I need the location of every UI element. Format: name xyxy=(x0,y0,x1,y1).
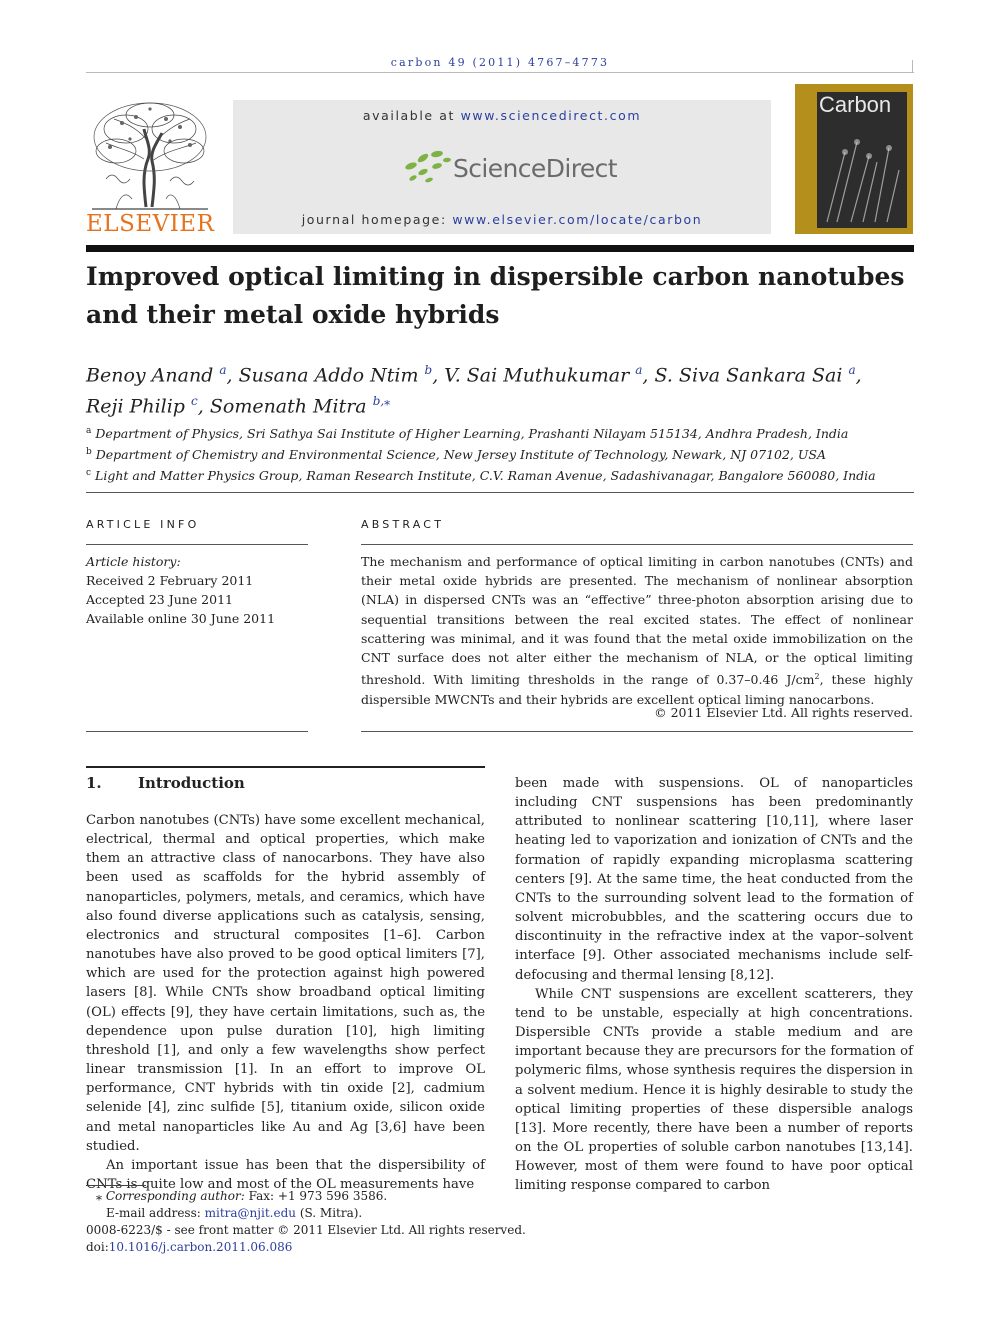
corresponding-author-note xyxy=(86,1188,606,1205)
abstract-bottom-rule xyxy=(361,731,913,732)
corresponding-fax: Fax: +1 973 596 3586. xyxy=(248,1189,388,1203)
section-title: Introduction xyxy=(138,774,245,792)
paragraph: Carbon nanotubes (CNTs) have some excellent mechanical, electrical, thermal and optical properties, which make them an attractive class of nanocarbons. They have also been used as scaffolds for the hybrid assembly of nanoparticles, polymers, metals, and ceramics, which have also found diverse applications such as catalysis, sensing, electronics and structural composites [1–6]. Carbon nanotubes have also proved to be good optical limiters [7], which are used for the protection against high powered lasers [8]. While CNTs show broadband optical limiting (OL) effects [9], they have certain limitations, such as, the dependence upon pulse duration [10], high limiting threshold [1], and only a few wavelengths show perfect linear transmission [1]. In an effort to improve OL performance, CNT hybrids with tin oxide [2], cadmium selenide [4], zinc sulfide [5], titanium oxide, silicon oxide and metal nanoparticles like Au and Ag [3,6] have been studied. xyxy=(86,813,485,1154)
doi-line xyxy=(86,1239,606,1256)
accepted-date: Accepted 23 June 2011 xyxy=(86,592,233,607)
issn-line: 0008-6223/$ - see front matter © 2011 Elsevier Ltd. All rights reserved. xyxy=(86,1223,526,1237)
author-name: Susana Addo Ntim xyxy=(238,364,419,387)
author-name: Reji Philip xyxy=(86,395,185,418)
doi-link[interactable]: 10.1016/j.carbon.2011.06.086 xyxy=(108,1240,293,1254)
author-affiliation-mark[interactable]: a xyxy=(219,363,227,377)
email-suffix: (S. Mitra). xyxy=(299,1206,363,1220)
paragraph: An important issue has been that the dispersibility of CNTs is quite low and most of the OL measurements have xyxy=(86,1157,485,1192)
elsevier-wordmark: ELSEVIER xyxy=(86,211,215,237)
received-date: Received 2 February 2011 xyxy=(86,573,254,588)
journal-homepage-link[interactable]: www.elsevier.com/locate/carbon xyxy=(452,212,703,227)
email-label: E-mail address: xyxy=(106,1206,201,1220)
affiliation-text: Light and Matter Physics Group, Raman Research Institute, C.V. Raman Avenue, Sadashivanagar, Bangalore 560080, India xyxy=(95,468,876,484)
right-column xyxy=(515,774,913,1195)
author-affiliation-mark[interactable]: b,⁎ xyxy=(372,394,391,409)
affiliation-label: a xyxy=(86,426,92,436)
email-note xyxy=(86,1205,606,1222)
abstract-body: The mechanism and performance of optical limiting in carbon nanotubes (CNTs) and their metal oxide hybrids are presented. The mechanism of nonlinear absorption (NLA) in dispersed CNTs was an “effective” three-photon absorption arising due to sequential transitions between the real excited states. The effect of nonlinear scattering was minimal, and it was found that the metal oxide immobilization on the CNT surface does not alter either the mechanism of NLA, or the optical limiting threshold. With limiting thresholds in the range of 0.37–0.46 J/cm xyxy=(361,554,913,688)
online-date: Available online 30 June 2011 xyxy=(86,611,276,626)
available-at-label: available at xyxy=(362,108,456,123)
abstract-text xyxy=(361,552,913,709)
abstract-heading: ABSTRACT xyxy=(361,518,445,531)
abstract-superscript: 2 xyxy=(814,672,820,682)
header-rule xyxy=(86,72,914,73)
doi-prefix: doi: xyxy=(86,1240,109,1254)
title-top-rule xyxy=(86,245,914,252)
available-at-line xyxy=(233,108,771,123)
running-head: carbon 49 (2011) 4767–4773 xyxy=(390,56,610,69)
section-number: 1. xyxy=(86,774,102,792)
sciencedirect-link[interactable]: www.sciencedirect.com xyxy=(460,108,642,123)
cover-title: Carbon xyxy=(819,92,892,117)
abstract-body-end: , these highly dispersible MWCNTs and their hybrids are excellent optical liming nanocarbons. xyxy=(361,672,913,707)
affiliation-text: Department of Physics, Sri Sathya Sai Institute of Higher Learning, Prashanti Nilayam 515134, Andhra Pradesh, India xyxy=(95,426,849,442)
author-list: Benoy Anand $^a$, Susana Addo Ntim $^b$, V. Sai Muthukumar $^a$, S. Siva Sankara Sai $^a$, Reji Philip $^c$, Somenath Mitra $^{b,⁎}$ xyxy=(86,363,862,418)
sciencedirect-wordmark: ScienceDirect xyxy=(453,154,617,183)
author-affiliation-mark[interactable]: b xyxy=(424,363,433,377)
article-info-rule xyxy=(86,544,308,545)
footnote-star: ⁎ xyxy=(96,1189,102,1203)
affiliation xyxy=(86,443,914,464)
affiliation xyxy=(86,464,914,485)
article-history xyxy=(86,552,308,628)
author-name: S. Siva Sankara Sai xyxy=(654,364,843,387)
affiliation xyxy=(86,422,914,443)
footnote-rule xyxy=(86,1185,146,1186)
author-affiliation-mark[interactable]: c xyxy=(191,394,198,409)
affiliations-bottom-rule xyxy=(86,492,914,493)
abstract-copyright: © 2011 Elsevier Ltd. All rights reserved. xyxy=(654,705,913,720)
paragraph: been made with suspensions. OL of nanoparticles including CNT suspensions has been predominantly attributed to nonlinear scattering [10,11], where laser heating led to vaporization and ionization of CNTs and the formation of rapidly expanding microplasma scattering centers [9]. At the same time, the heat conducted from the CNTs to the surrounding solvent lead to the formation of solvent microbubbles, and the scattering occurs due to discontinuity in the refractive index at the vapor–solvent interface [9]. Other associated mechanisms include self-defocusing and thermal lensing [8,12]. xyxy=(515,776,913,983)
header-rule-tick xyxy=(912,60,913,73)
affiliation-label: b xyxy=(86,447,92,458)
article-info-heading: ARTICLE INFO xyxy=(86,518,200,531)
author-name: Somenath Mitra xyxy=(209,395,367,418)
author-affiliation-mark[interactable]: a xyxy=(635,363,643,377)
history-label: Article history: xyxy=(86,554,181,569)
article-info-bottom-rule xyxy=(86,731,308,732)
email-link[interactable]: mitra@njit.edu xyxy=(204,1206,296,1220)
section-rule xyxy=(86,766,485,768)
sciencedirect-banner xyxy=(233,100,771,234)
journal-cover xyxy=(795,84,913,234)
homepage-label: journal homepage: xyxy=(301,212,447,227)
paragraph: While CNT suspensions are excellent scatterers, they tend to be unstable, especially at high concentrations. Dispersible CNTs provide a stable medium and are important because they are precursors for the formation of polymeric films, whose synthesis requires the dispersion in a solvent medium. Hence it is highly desirable to study the optical limiting properties of these dispersible analogs [13]. More recently, there have been a number of reports on the OL properties of soluble carbon nanotubes [13,14]. However, most of them were found to have poor optical limiting response compared to carbon xyxy=(515,986,913,1194)
affiliation-label: c xyxy=(86,468,92,479)
corresponding-label: Corresponding author: xyxy=(105,1189,245,1203)
affiliation-list xyxy=(86,422,914,485)
author-affiliation-mark[interactable]: a xyxy=(848,363,856,377)
left-column xyxy=(86,811,485,1194)
article-title: Improved optical limiting in dispersible carbon nanotubes and their metal oxide hybrids xyxy=(86,262,905,329)
author-name: Benoy Anand xyxy=(86,364,214,387)
author-name: V. Sai Muthukumar xyxy=(444,364,630,387)
abstract-rule xyxy=(361,544,913,545)
affiliation-text: Department of Chemistry and Environmental Science, New Jersey Institute of Technology, Newark, NJ 07102, USA xyxy=(95,447,827,463)
journal-homepage-line xyxy=(233,212,771,227)
footnotes xyxy=(86,1188,606,1256)
